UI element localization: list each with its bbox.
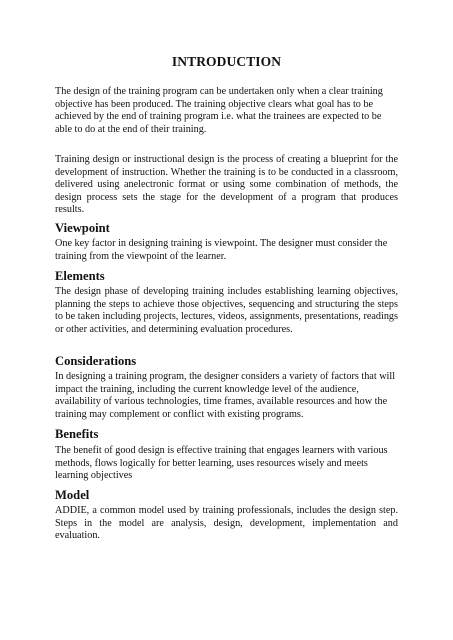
section-body-viewpoint: One key factor in designing training is viewpoint. The designer must consider the training from the viewpoint of the learner. [55, 238, 388, 262]
section-heading-considerations: Considerations [55, 354, 137, 368]
section-body-benefits: The benefit of good design is effective training that engages learners with various methods, flows logically for better learning, uses resources wisely and meets learning objectives [55, 445, 388, 482]
section-body-model: ADDIE, a common model used by training professionals, includes the design step. Steps in the model are analysis, design, development, implementation and evaluation. [55, 505, 398, 542]
intro-paragraph-2: Training design or instructional design is the process of creating a blueprint for the development of instruction. Whether the training is to be conducted in a classroom, delivered using anelectronic format or using some combination of methods, the design process sets the stage for the development of a program that produces results. [55, 154, 398, 216]
intro-paragraph-1: The design of the training program can be undertaken only when a clear training objective has been produced. The training objective clears what goal has to be achieved by the end of training program i.e. what the trainees are expected to be able to do at the end of their training. [55, 86, 383, 135]
section-body-considerations: In designing a training program, the designer considers a variety of factors that will impact the training, including the current knowledge level of the audience, availability of various technologies, time frames, available resources and how the training may complement or conflict with existing programs. [55, 371, 396, 420]
section-heading-benefits: Benefits [55, 427, 99, 441]
section-heading-elements: Elements [55, 269, 105, 283]
section-heading-viewpoint: Viewpoint [55, 221, 110, 235]
section-body-elements: The design phase of developing training includes establishing learning objectives, planning the steps to achieve those objectives, sequencing and structuring the steps to be taken including projects, lectures, videos, assignments, presentations, readings or other activities, and determining evaluation procedures. [55, 286, 398, 335]
section-heading-model: Model [55, 488, 90, 502]
page-title: INTRODUCTION [171, 54, 282, 69]
